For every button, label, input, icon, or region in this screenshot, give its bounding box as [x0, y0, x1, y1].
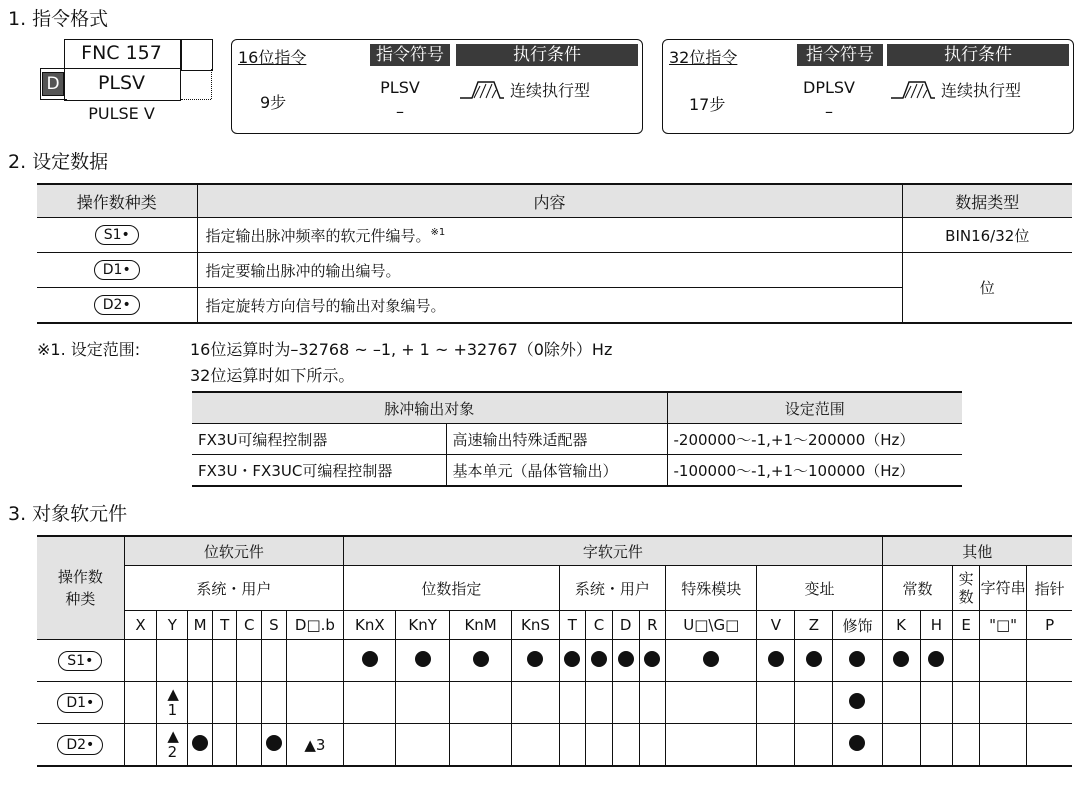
subgroup-header: 变址 [757, 566, 882, 611]
instr-32-label: 32位指令 [669, 48, 738, 67]
device-cell [124, 640, 157, 682]
device-col-header: KnM [449, 611, 512, 640]
device-cell [124, 724, 157, 767]
device-cell [262, 682, 287, 724]
device-cell [124, 682, 157, 724]
device-col-header: X [124, 611, 157, 640]
device-cell [639, 640, 666, 682]
note-ref: ※1 [430, 226, 446, 238]
applicable-dot-icon [266, 735, 282, 751]
device-cell [882, 724, 920, 767]
instr-16-box [231, 39, 643, 134]
device-col-header: C [237, 611, 262, 640]
operand-cell [37, 724, 124, 767]
applicable-dot-icon [806, 651, 822, 667]
device-cell [396, 640, 449, 682]
group-header: 字软元件 [344, 536, 882, 566]
instr-32-sym-hdr: 指令符号 [797, 44, 883, 66]
instr-32-steps: 17步 [689, 95, 726, 114]
continuous-exec-icon [889, 78, 937, 100]
instr-16-cond-hdr: 执行条件 [456, 44, 638, 66]
device-cell [344, 640, 396, 682]
device-col-header: H [920, 611, 953, 640]
table-row [37, 724, 1072, 767]
fnc-sub: PULSE V [88, 104, 155, 123]
corner-header: 操作数种类 [37, 536, 124, 640]
applicable-dot-icon [192, 735, 208, 751]
instr-32-box [662, 39, 1074, 134]
device-cell [344, 724, 396, 767]
table-row [192, 424, 962, 455]
device-cell [286, 724, 344, 767]
device-col-header: K [882, 611, 920, 640]
device-cell [512, 640, 559, 682]
restricted-mark: ▲3 [304, 735, 326, 754]
applicable-dot-icon [849, 651, 865, 667]
device-cell [1027, 724, 1072, 767]
device-cell [920, 640, 953, 682]
instr-32-cond-hdr: 执行条件 [887, 44, 1069, 66]
device-cell [449, 640, 512, 682]
device-cell [833, 682, 882, 724]
device-col-header: "□" [980, 611, 1027, 640]
d-badge: D [42, 72, 64, 96]
continuous-exec-icon [458, 78, 506, 100]
device-cell [795, 640, 833, 682]
cell: FX3U可编程控制器 [192, 424, 446, 455]
instr-16-sym2: – [396, 102, 404, 121]
table-row [37, 218, 1072, 253]
table-header-row [37, 536, 1072, 566]
device-col-header: T [212, 611, 237, 640]
applicable-dot-icon [564, 651, 580, 667]
restricted-mark: ▲1 [167, 685, 179, 719]
device-cell [396, 682, 449, 724]
subgroup-header: 系统・用户 [559, 566, 666, 611]
device-cell [586, 724, 613, 767]
table-header-row [37, 184, 1072, 218]
applicable-dot-icon [591, 651, 607, 667]
operand-cell [37, 682, 124, 724]
device-col-header: D□.b [286, 611, 344, 640]
device-cell [639, 724, 666, 767]
instr-32-sym: DPLSV [803, 78, 855, 97]
row-content: 指定要输出脉冲的输出编号。 [197, 253, 902, 288]
device-cell [980, 682, 1027, 724]
device-cell [449, 724, 512, 767]
device-cell [344, 682, 396, 724]
subgroup-header: 常数 [882, 566, 953, 611]
device-cell [512, 682, 559, 724]
note-label: ※1. 设定范围: [37, 340, 141, 359]
device-cell [212, 682, 237, 724]
subgroup-header: 字符串 [980, 566, 1027, 611]
device-cell [953, 640, 980, 682]
device-col-header: U□\G□ [666, 611, 757, 640]
device-col-header: V [757, 611, 795, 640]
applicable-dot-icon [415, 651, 431, 667]
section-2-title: 2. 设定数据 [8, 151, 109, 173]
applicable-dot-icon [849, 735, 865, 751]
note-line-1: 16位运算时为–32768 ~ –1, + 1 ~ +32767（0除外）Hz [190, 340, 613, 359]
device-cell [188, 682, 213, 724]
applicable-dot-icon [644, 651, 660, 667]
device-cell [157, 640, 188, 682]
data-type: BIN16/32位 [902, 218, 1072, 253]
subgroup-header: 系统・用户 [124, 566, 344, 611]
applicable-dot-icon [703, 651, 719, 667]
instr-16-sym: PLSV [380, 78, 420, 97]
applicable-dot-icon [527, 651, 543, 667]
device-cell [586, 640, 613, 682]
table-row [37, 640, 1072, 682]
applicable-dot-icon [768, 651, 784, 667]
fnc-block [37, 39, 217, 129]
table-header-row [192, 392, 962, 424]
operand-badge: D2• [57, 735, 103, 755]
operand-badge: D1• [57, 693, 103, 713]
device-cell [612, 724, 639, 767]
device-cell [953, 682, 980, 724]
device-cell [157, 724, 188, 767]
instr-32-cond: 连续执行型 [941, 81, 1022, 100]
device-col-header: D [612, 611, 639, 640]
device-cell [666, 640, 757, 682]
restricted-mark: ▲2 [167, 727, 179, 761]
subgroup-header: 指针 [1027, 566, 1072, 611]
table-row [37, 682, 1072, 724]
device-cell [237, 682, 262, 724]
applicable-dot-icon [362, 651, 378, 667]
device-cell [396, 724, 449, 767]
device-cell [1027, 682, 1072, 724]
device-cell [262, 640, 287, 682]
device-cell [639, 682, 666, 724]
device-cell [237, 724, 262, 767]
device-col-header: KnS [512, 611, 559, 640]
device-cell [795, 724, 833, 767]
device-col-header: KnX [344, 611, 396, 640]
device-table [37, 535, 1072, 767]
col-header: 内容 [197, 184, 902, 218]
device-cell [757, 640, 795, 682]
group-header: 位软元件 [124, 536, 344, 566]
device-cell [920, 682, 953, 724]
applicable-dot-icon [473, 651, 489, 667]
device-cell [980, 724, 1027, 767]
device-cell [559, 640, 586, 682]
section-1-title: 1. 指令格式 [8, 8, 109, 30]
device-col-header: T [559, 611, 586, 640]
applicable-dot-icon [618, 651, 634, 667]
row-content: 指定旋转方向信号的输出对象编号。 [197, 288, 902, 324]
device-cell [920, 724, 953, 767]
cell: FX3U・FX3UC可编程控制器 [192, 455, 446, 487]
device-col-header: S [262, 611, 287, 640]
device-col-header: P [1027, 611, 1072, 640]
device-cell [666, 724, 757, 767]
range-table [192, 391, 962, 487]
device-cell [449, 682, 512, 724]
operand-badge: S1• [58, 651, 102, 671]
row-content: 指定输出脉冲频率的软元件编号。 [205, 226, 431, 245]
device-col-header: 修饰 [833, 611, 882, 640]
table-row [192, 455, 962, 487]
operand-cell [37, 640, 124, 682]
cell: -200000～-1,+1～200000（Hz） [667, 424, 962, 455]
data-type: 位 [902, 253, 1072, 324]
device-cell [188, 724, 213, 767]
group-header: 其他 [882, 536, 1072, 566]
device-cell [612, 640, 639, 682]
device-cell [833, 640, 882, 682]
device-cell [586, 682, 613, 724]
col-header: 操作数种类 [37, 184, 197, 218]
device-cell [188, 640, 213, 682]
device-col-header: Y [157, 611, 188, 640]
applicable-dot-icon [928, 651, 944, 667]
device-cell [1027, 640, 1072, 682]
operand-badge: S1• [95, 225, 139, 245]
set-data-table [37, 183, 1072, 324]
device-cell [157, 682, 188, 724]
table-header-row [37, 566, 1072, 611]
instr-16-sym-hdr: 指令符号 [370, 44, 450, 66]
device-cell [953, 724, 980, 767]
applicable-dot-icon [849, 693, 865, 709]
device-col-header: KnY [396, 611, 449, 640]
device-cell [757, 682, 795, 724]
device-cell [833, 724, 882, 767]
device-cell [666, 682, 757, 724]
device-cell [212, 724, 237, 767]
device-col-header: M [188, 611, 213, 640]
device-col-header: E [953, 611, 980, 640]
device-cell [980, 640, 1027, 682]
device-cell [559, 682, 586, 724]
instr-16-steps: 9步 [260, 93, 287, 112]
device-cell [262, 724, 287, 767]
subgroup-header: 位数指定 [344, 566, 559, 611]
operand-badge: D1• [94, 260, 140, 280]
fnc-mnemonic: PLSV [97, 72, 146, 94]
cell: 基本单元（晶体管输出） [446, 455, 667, 487]
instr-32-sym2: – [825, 102, 833, 121]
col-header: 数据类型 [902, 184, 1072, 218]
device-cell [286, 640, 344, 682]
table-row [37, 253, 1072, 288]
device-cell [212, 640, 237, 682]
cell: 高速输出特殊适配器 [446, 424, 667, 455]
instr-16-cond: 连续执行型 [510, 81, 591, 100]
device-cell [882, 682, 920, 724]
operand-badge: D2• [94, 295, 140, 315]
cell: -100000～-1,+1～100000（Hz） [667, 455, 962, 487]
table-header-row [37, 611, 1072, 640]
device-col-header: R [639, 611, 666, 640]
section-3-title: 3. 对象软元件 [8, 503, 128, 525]
instr-16-label: 16位指令 [238, 48, 307, 67]
device-cell [882, 640, 920, 682]
col-header: 脉冲输出对象 [192, 392, 667, 424]
device-col-header: Z [795, 611, 833, 640]
subgroup-header: 特殊模块 [666, 566, 757, 611]
device-cell [795, 682, 833, 724]
device-cell [559, 724, 586, 767]
device-cell [612, 682, 639, 724]
device-cell [757, 724, 795, 767]
device-cell [237, 640, 262, 682]
fnc-code: FNC 157 [81, 42, 162, 64]
subgroup-header: 实数 [953, 566, 980, 611]
applicable-dot-icon [893, 651, 909, 667]
device-cell [512, 724, 559, 767]
col-header: 设定范围 [667, 392, 962, 424]
note-line-2: 32位运算时如下所示。 [190, 366, 355, 385]
device-cell [286, 682, 344, 724]
device-col-header: C [586, 611, 613, 640]
